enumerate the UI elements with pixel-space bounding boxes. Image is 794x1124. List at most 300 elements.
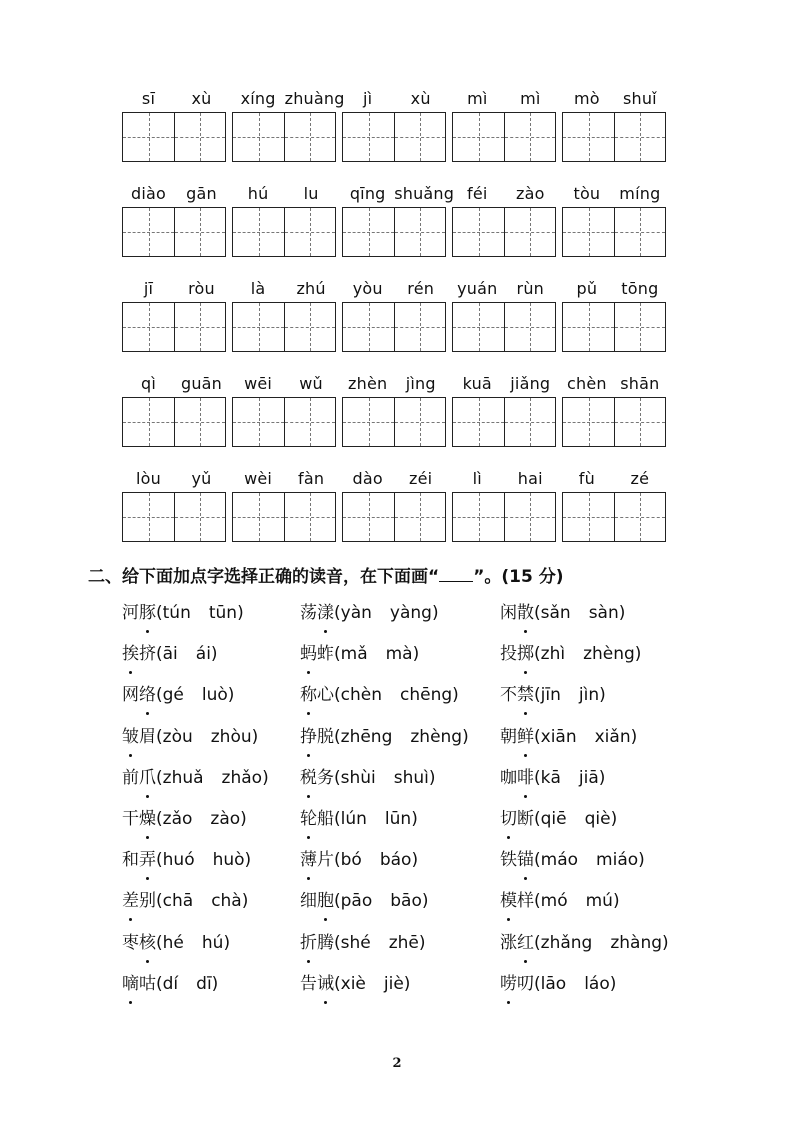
dotted-char: 胞 (317, 886, 334, 916)
tianzige-box-pair (232, 207, 336, 257)
tianzige-cell[interactable] (504, 398, 555, 446)
reading-option-2[interactable]: sàn (588, 603, 619, 623)
tianzige-cell[interactable] (233, 208, 284, 256)
pinyin-syllable: hú (247, 184, 269, 203)
reading-option-2[interactable]: zhǎo (221, 767, 263, 788)
tianzige-cell[interactable] (504, 208, 555, 256)
word-choice-item (122, 598, 300, 639)
tianzige-cell[interactable] (563, 303, 614, 351)
pinyin-line (122, 86, 670, 112)
pinyin-word (122, 466, 232, 492)
pinyin-syllable: rén (407, 279, 435, 298)
paren: ( (334, 685, 341, 706)
paren: ) (618, 603, 626, 623)
tianzige-cell[interactable] (453, 398, 504, 446)
reading-option-2[interactable]: jiè (383, 973, 404, 994)
pinyin-syllable: féi (467, 184, 488, 203)
reading-option-1[interactable]: mǎ (340, 644, 368, 665)
word-choice-item (300, 928, 500, 969)
paren: ( (534, 850, 541, 871)
pinyin-word (451, 466, 561, 492)
tianzige-cell[interactable] (174, 303, 225, 351)
word-choice-item (122, 763, 300, 804)
reading-option-2[interactable]: bāo (390, 891, 422, 912)
word-char: 告 (300, 973, 317, 994)
pinyin-syllable: zé (630, 469, 650, 488)
reading-option-2[interactable]: tūn (208, 603, 238, 623)
tianzige-cell[interactable] (284, 113, 335, 161)
tianzige-box-pair (452, 302, 556, 352)
pinyin-word (122, 181, 232, 207)
word-row (122, 639, 722, 680)
paren: ( (334, 891, 341, 912)
word-choice-item (500, 639, 710, 680)
paren: ( (534, 685, 541, 706)
pinyin-syllable: tòu (573, 184, 601, 203)
reading-option-1[interactable]: huó (162, 850, 195, 871)
tianzige-cell[interactable] (614, 303, 665, 351)
tianzige-cell[interactable] (284, 398, 335, 446)
paren: ( (156, 603, 163, 623)
tianzige-box-pair (562, 207, 666, 257)
dotted-char: 蚂 (300, 639, 317, 669)
word-char: 样 (517, 891, 534, 912)
reading-option-2[interactable]: zhèng (583, 644, 635, 665)
reading-option-1[interactable]: dí (162, 973, 179, 994)
paren: ( (156, 767, 163, 788)
tianzige-cell[interactable] (284, 208, 335, 256)
paren: ) (418, 932, 426, 953)
pinyin-word (451, 276, 561, 302)
word-char: 网 (122, 685, 139, 706)
paren: ( (156, 973, 163, 994)
tianzige-cell[interactable] (343, 303, 394, 351)
dotted-char: 皱 (122, 722, 139, 752)
tianzige-cell[interactable] (233, 113, 284, 161)
reading-option-1[interactable]: bó (340, 850, 362, 871)
pinyin-syllable: wēi (244, 374, 273, 393)
word-choice-item (300, 969, 500, 1010)
word-choice-item (500, 928, 710, 969)
tianzige-box-pair (562, 397, 666, 447)
reading-option-2[interactable]: zhèng (410, 726, 463, 747)
pinyin-line (122, 371, 670, 397)
reading-option-1[interactable]: lún (340, 808, 367, 829)
tianzige-cell[interactable] (394, 398, 445, 446)
reading-option-1[interactable]: tún (162, 603, 191, 623)
reading-option-2[interactable]: ái (195, 644, 211, 665)
pinyin-word (451, 86, 561, 112)
tianzige-cell[interactable] (284, 493, 335, 541)
reading-option-2[interactable]: zào (210, 808, 241, 829)
reading-option-1[interactable]: chèn (340, 685, 382, 706)
pinyin-word (232, 86, 345, 112)
pinyin-word (232, 276, 342, 302)
reading-option-1[interactable]: mó (540, 891, 568, 912)
paren: ( (534, 644, 541, 665)
reading-option-1[interactable]: xiān (540, 726, 577, 747)
tianzige-cell[interactable] (453, 113, 504, 161)
reading-option-2[interactable]: chēng (400, 685, 453, 706)
paren: ) (411, 808, 418, 829)
tianzige-box-pair (122, 397, 226, 447)
dotted-char: 唠 (500, 969, 517, 999)
word-choice-item (500, 845, 710, 886)
reading-option-2[interactable]: zhàng (610, 932, 663, 953)
reading-option-2[interactable]: mà (385, 644, 413, 665)
pinyin-word (451, 371, 561, 397)
tianzige-box-pair (232, 492, 336, 542)
tianzige-cell[interactable] (614, 113, 665, 161)
reading-option-2[interactable]: láo (584, 973, 610, 994)
word-choice-item (122, 804, 300, 845)
paren: ) (638, 850, 645, 871)
pinyin-syllable: sī (141, 89, 156, 108)
grid-row (122, 466, 670, 561)
reading-option-1[interactable]: sǎn (540, 603, 571, 623)
reading-option-2[interactable]: xiǎn (594, 726, 631, 747)
tianzige-box-pair (232, 112, 336, 162)
dotted-char: 锚 (517, 845, 534, 875)
tianzige-cell[interactable] (453, 208, 504, 256)
word-choice-item (500, 598, 710, 639)
pinyin-syllable: zéi (409, 469, 433, 488)
reading-option-2[interactable]: jìn (578, 685, 600, 706)
tianzige-cell[interactable] (563, 113, 614, 161)
tianzige-cell[interactable] (123, 493, 174, 541)
tianzige-cell[interactable] (394, 113, 445, 161)
paren: ) (251, 726, 259, 747)
tianzige-cell[interactable] (343, 398, 394, 446)
pinyin-syllable: mì (467, 89, 488, 108)
pinyin-syllable: kuā (462, 374, 492, 393)
reading-option-2[interactable]: yàng (389, 603, 432, 623)
reading-option-2[interactable]: shuì (393, 767, 429, 788)
pinyin-word (341, 86, 451, 112)
word-char: 断 (517, 808, 534, 829)
paren: ( (334, 603, 341, 623)
pinyin-syllable: jī (143, 279, 154, 298)
tianzige-box-pair (562, 302, 666, 352)
tianzige-cell[interactable] (174, 398, 225, 446)
grid-row (122, 181, 670, 276)
tianzige-cell[interactable] (394, 493, 445, 541)
dotted-char: 薄 (300, 845, 317, 875)
word-char: 细 (300, 891, 317, 912)
tianzige-cell[interactable] (233, 303, 284, 351)
reading-option-2[interactable]: báo (379, 850, 412, 871)
dotted-char: 轮 (300, 804, 317, 834)
pinyin-syllable: là (250, 279, 266, 298)
tianzige-cell[interactable] (394, 208, 445, 256)
pinyin-word (341, 466, 451, 492)
reading-option-1[interactable]: shé (340, 932, 371, 953)
pinyin-syllable: chèn (567, 374, 607, 393)
reading-option-1[interactable]: zhuǎ (162, 767, 204, 788)
word-choice-item (122, 928, 300, 969)
tianzige-box-pair (342, 302, 446, 352)
paren: ( (156, 726, 163, 747)
tianzige-cell[interactable] (174, 493, 225, 541)
tianzige-cell[interactable] (614, 208, 665, 256)
tianzige-cell[interactable] (284, 303, 335, 351)
paren: ) (223, 932, 231, 953)
box-line (122, 112, 670, 164)
word-choice-item (122, 969, 300, 1010)
reading-option-1[interactable]: zhēng (340, 726, 393, 747)
tianzige-cell[interactable] (343, 493, 394, 541)
pinyin-word (341, 181, 455, 207)
dotted-char: 税 (300, 763, 317, 793)
dotted-char: 嘀 (122, 969, 139, 999)
reading-option-2[interactable]: luò (201, 685, 228, 706)
reading-option-2[interactable]: qiè (584, 808, 611, 829)
word-char: 叨 (517, 973, 534, 994)
paren: ) (421, 891, 429, 912)
tianzige-box-pair (232, 302, 336, 352)
pinyin-word (232, 371, 342, 397)
paren: ( (156, 932, 163, 953)
pinyin-syllable: fù (578, 469, 595, 488)
word-char: 眉 (139, 726, 156, 747)
pinyin-word (560, 371, 670, 397)
paren: ( (334, 850, 341, 871)
paren: ( (534, 973, 541, 994)
paren: ( (334, 726, 341, 747)
reading-option-1[interactable]: zhǎng (540, 932, 593, 953)
dotted-char: 爪 (139, 763, 156, 793)
pinyin-word (341, 276, 451, 302)
tianzige-cell[interactable] (563, 493, 614, 541)
reading-option-1[interactable]: āi (162, 644, 178, 665)
tianzige-cell[interactable] (504, 303, 555, 351)
word-choice-item (122, 639, 300, 680)
section-2-heading-tail: ”。(15 分) (473, 567, 564, 587)
word-char: 河 (122, 603, 139, 623)
reading-option-2[interactable]: miáo (596, 850, 639, 871)
dotted-char: 掷 (517, 639, 534, 669)
paren: ) (211, 973, 219, 994)
paren: ( (534, 767, 541, 788)
word-char: 和 (122, 850, 139, 871)
word-char: 片 (317, 850, 334, 871)
paren: ) (210, 644, 218, 665)
pinyin-syllable: rùn (516, 279, 545, 298)
pinyin-word (560, 181, 670, 207)
paren: ) (244, 850, 252, 871)
dotted-char: 切 (500, 804, 517, 834)
pronunciation-choice-list (122, 598, 722, 1010)
reading-option-2[interactable]: lūn (384, 808, 412, 829)
dotted-char: 禁 (517, 680, 534, 710)
tianzige-box-pair (122, 207, 226, 257)
tianzige-cell[interactable] (123, 303, 174, 351)
reading-option-1[interactable]: shùi (340, 767, 376, 788)
paren: ( (534, 808, 541, 829)
pinyin-syllable: jìng (405, 374, 436, 393)
pinyin-syllable: hai (517, 469, 543, 488)
tianzige-cell[interactable] (563, 208, 614, 256)
box-line (122, 492, 670, 544)
grid-row (122, 86, 670, 181)
word-choice-item (122, 886, 300, 927)
tianzige-box-pair (342, 492, 446, 542)
section-2-heading (88, 562, 563, 587)
tianzige-cell[interactable] (174, 113, 225, 161)
tianzige-box-pair (452, 492, 556, 542)
word-choice-item (300, 804, 500, 845)
word-row (122, 969, 722, 1010)
word-char: 脱 (317, 726, 334, 747)
reading-option-2[interactable]: dī (196, 973, 212, 994)
word-char: 闲 (500, 603, 517, 623)
word-choice-item (300, 639, 500, 680)
pinyin-syllable: tōng (621, 279, 659, 298)
word-char: 挤 (139, 644, 156, 665)
reading-option-2[interactable]: huò (212, 850, 245, 871)
pinyin-word (232, 181, 342, 207)
tianzige-cell[interactable] (233, 493, 284, 541)
reading-option-1[interactable]: lāo (540, 973, 567, 994)
pinyin-word (341, 371, 451, 397)
paren: ) (452, 685, 459, 706)
dotted-char: 漾 (317, 598, 334, 628)
reading-option-2[interactable]: hú (201, 932, 224, 953)
word-row (122, 598, 722, 639)
dotted-char: 差 (122, 886, 139, 916)
tianzige-cell[interactable] (504, 493, 555, 541)
paren: ( (334, 932, 341, 953)
reading-option-2[interactable]: zhòu (210, 726, 252, 747)
reading-option-1[interactable]: pāo (340, 891, 373, 912)
paren: ) (428, 767, 436, 788)
pinyin-syllable: zhèn (348, 374, 388, 393)
pinyin-syllable: xù (410, 89, 431, 108)
reading-option-2[interactable]: chà (211, 891, 242, 912)
tianzige-cell[interactable] (123, 208, 174, 256)
tianzige-cell[interactable] (343, 208, 394, 256)
paren: ) (412, 644, 420, 665)
paren: ) (262, 767, 269, 788)
reading-option-1[interactable]: jīn (540, 685, 561, 706)
tianzige-cell[interactable] (563, 398, 614, 446)
pinyin-syllable: mì (520, 89, 541, 108)
reading-option-1[interactable]: kā (540, 767, 561, 788)
reading-option-2[interactable]: zhē (388, 932, 419, 953)
word-row (122, 722, 722, 763)
tianzige-cell[interactable] (394, 303, 445, 351)
pinyin-word (122, 276, 232, 302)
word-choice-item (122, 680, 300, 721)
dotted-char: 诫 (317, 969, 334, 999)
paren: ) (634, 644, 642, 665)
pinyin-syllable: yǔ (191, 469, 212, 488)
reading-option-1[interactable]: zòu (162, 726, 193, 747)
reading-option-1[interactable]: qiē (540, 808, 567, 829)
paren: ) (411, 850, 419, 871)
paren: ( (334, 767, 341, 788)
reading-option-1[interactable]: hé (162, 932, 184, 953)
paren: ) (240, 808, 247, 829)
paren: ( (534, 932, 541, 953)
word-char: 投 (500, 644, 517, 665)
dotted-char: 折 (300, 928, 317, 958)
paren: ) (227, 685, 235, 706)
word-char: 枣 (122, 932, 139, 953)
tianzige-cell[interactable] (614, 398, 665, 446)
pinyin-syllable: qīng (349, 184, 386, 203)
word-choice-item (500, 680, 710, 721)
tianzige-cell[interactable] (453, 303, 504, 351)
pinyin-syllable: zhú (296, 279, 326, 298)
reading-option-1[interactable]: máo (540, 850, 579, 871)
word-choice-item (300, 886, 500, 927)
paren: ) (403, 973, 411, 994)
reading-option-2[interactable]: jiā (578, 767, 599, 788)
pinyin-line (122, 181, 670, 207)
reading-option-1[interactable]: chā (162, 891, 194, 912)
word-choice-item (500, 804, 710, 845)
tianzige-cell[interactable] (123, 113, 174, 161)
tianzige-cell[interactable] (343, 113, 394, 161)
dotted-char: 啡 (517, 763, 534, 793)
pinyin-syllable: fàn (298, 469, 325, 488)
pinyin-syllable: zhuàng (284, 89, 345, 108)
pinyin-syllable: jì (363, 89, 373, 108)
pinyin-syllable: wèi (244, 469, 273, 488)
dotted-char: 模 (500, 886, 517, 916)
box-line (122, 397, 670, 449)
word-choice-item (300, 722, 500, 763)
tianzige-cell[interactable] (453, 493, 504, 541)
word-char: 腾 (317, 932, 334, 953)
paren: ( (156, 891, 163, 912)
tianzige-box-pair (562, 492, 666, 542)
pinyin-writing-grid (122, 86, 670, 561)
reading-option-1[interactable]: zhì (540, 644, 566, 665)
word-row (122, 804, 722, 845)
tianzige-box-pair (452, 397, 556, 447)
pinyin-syllable: yuán (457, 279, 498, 298)
reading-option-1[interactable]: gé (162, 685, 184, 706)
page-number: 2 (392, 1056, 402, 1071)
pinyin-syllable: dào (352, 469, 383, 488)
pinyin-syllable: shān (620, 374, 660, 393)
dotted-char: 络 (139, 680, 156, 710)
pinyin-syllable: mò (573, 89, 600, 108)
word-choice-item (300, 680, 500, 721)
tianzige-cell[interactable] (123, 398, 174, 446)
reading-option-1[interactable]: zǎo (162, 808, 193, 829)
reading-option-2[interactable]: mú (585, 891, 613, 912)
pinyin-word (122, 371, 232, 397)
tianzige-cell[interactable] (174, 208, 225, 256)
paren: ) (241, 891, 249, 912)
paren: ( (334, 973, 341, 994)
tianzige-cell[interactable] (504, 113, 555, 161)
reading-option-1[interactable]: xiè (340, 973, 366, 994)
tianzige-box-pair (342, 112, 446, 162)
paren: ( (334, 808, 341, 829)
tianzige-cell[interactable] (233, 398, 284, 446)
paren: ( (534, 891, 541, 912)
word-char: 别 (139, 891, 156, 912)
tianzige-box-pair (452, 207, 556, 257)
reading-option-1[interactable]: yàn (340, 603, 372, 623)
word-row (122, 845, 722, 886)
tianzige-box-pair (122, 492, 226, 542)
tianzige-cell[interactable] (614, 493, 665, 541)
